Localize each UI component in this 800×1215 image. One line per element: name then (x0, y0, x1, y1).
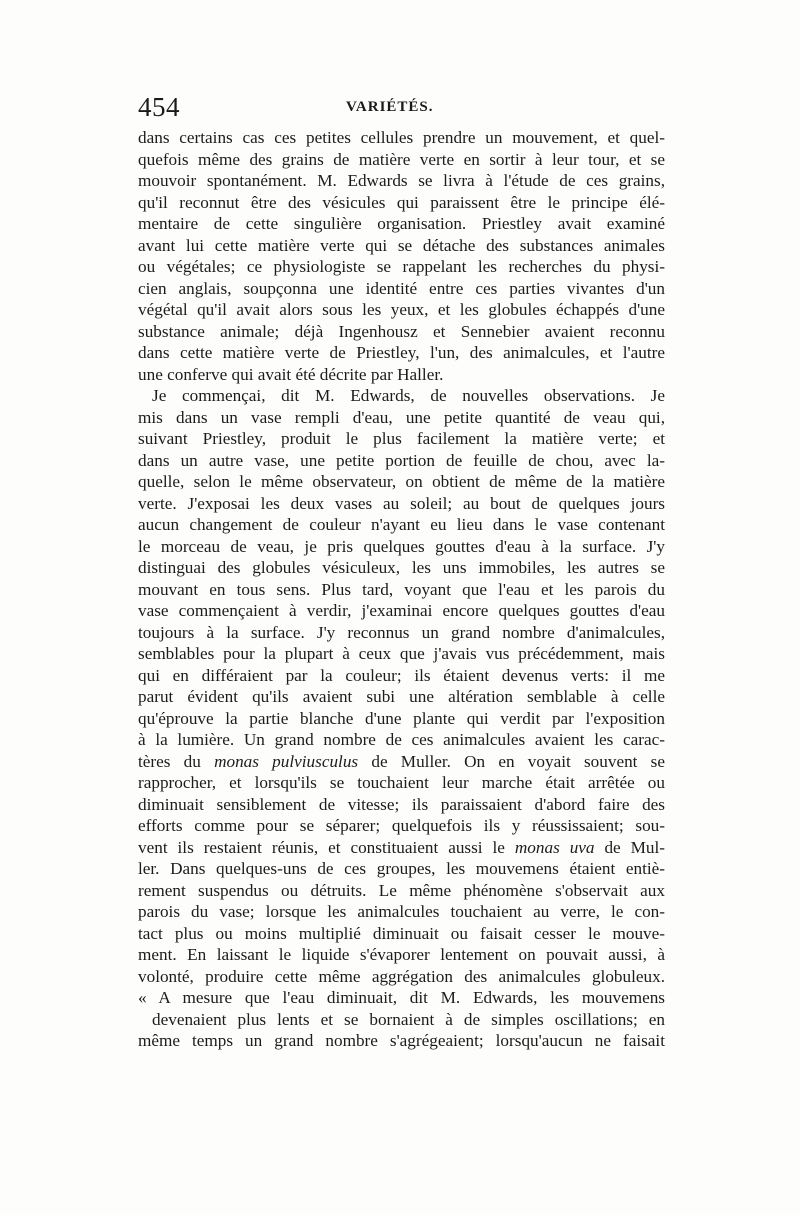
text-line: diminuait sensiblement de vitesse; ils paraissaient d'abord faire des (138, 794, 665, 814)
text-line: tères du monas pulviusculus de Muller. On en voyait souvent se (138, 751, 665, 771)
text-line: suivant Priestley, produit le plus facilement la matière verte; et (138, 429, 665, 448)
text-line: mouvoir spontanément. M. Edwards se livra à l'étude de ces grains, (138, 171, 665, 190)
text-line: substance animale; déjà Ingenhousz et Sennebier avaient reconnu (138, 321, 665, 341)
text-line: quelle, selon le même observateur, on obtient de même de la matière (138, 472, 665, 491)
text-line: une conferve qui avait été décrite par Haller. (138, 364, 444, 384)
text-line: mentaire de cette singulière organisation. Priestley avait examiné (138, 214, 665, 233)
text-line: ou végétales; ce physiologiste se rappelant les recherches du physi- (138, 257, 665, 276)
text-line: devenaient plus lents et se bornaient à de simples oscillations; en (152, 1009, 665, 1029)
text-line: mis dans un vase rempli d'eau, une petite quantité de veau qui, (138, 407, 665, 427)
text-line: efforts comme pour se séparer; quelquefois ils y réussissaient; sou- (138, 816, 665, 835)
text-line: qu'éprouve la partie blanche d'une plante qui verdit par l'exposition (138, 708, 665, 728)
text-line: distinguai des globules vésiculeux, les uns immobiles, les autres se (138, 558, 665, 577)
text-line: qu'il reconnut être des vésicules qui paraissent être le principe élé- (138, 192, 665, 212)
text-line: même temps un grand nombre s'agrégeaient; lorsqu'aucun ne faisait (138, 1031, 665, 1050)
italic-term: monas uva (514, 837, 595, 857)
text-line: avant lui cette matière verte qui se détache des substances animales (138, 235, 665, 255)
text-line: parois du vase; lorsque les animalcules touchaient au verre, le con- (138, 902, 665, 921)
text-line: tact plus ou moins multiplié diminuait ou faisait cesser le mouve- (138, 923, 665, 943)
text-line: toujours à la surface. J'y reconnus un grand nombre d'animalcules, (138, 622, 665, 642)
text-line: végétal qu'il avait alors sous les yeux, et les globules échappés d'une (138, 300, 665, 319)
text-line: parut évident qu'ils avaient subi une altération semblable à celle (138, 687, 665, 706)
page-number: 454 (138, 92, 180, 122)
italic-term: monas pulviusculus (214, 751, 359, 771)
page-header (138, 92, 663, 126)
text-line: rement suspendus ou détruits. Le même phénomène s'observait aux (138, 880, 665, 900)
text-line: verte. J'exposai les deux vases au soleil; au bout de quelques jours (138, 493, 665, 513)
text-line: qui en différaient par la couleur; ils étaient devenus verts: il me (138, 665, 665, 685)
text-line: dans certains cas ces petites cellules prendre un mouvement, et quel- (138, 128, 665, 147)
text-line: vase commençaient à verdir, j'examinai encore quelques gouttes d'eau (138, 601, 665, 620)
text-line: mouvant en tous sens. Plus tard, voyant que l'eau et les parois du (138, 579, 665, 599)
body-text (138, 127, 665, 1052)
text-line: vent ils restaient réunis, et constituaient aussi le monas uva de Mul- (138, 837, 665, 857)
text-line: ler. Dans quelques-uns de ces groupes, les mouvemens étaient entiè- (138, 859, 665, 878)
text-line: le morceau de veau, je pris quelques gouttes d'eau à la surface. J'y (138, 536, 665, 556)
text-line: dans un autre vase, une petite portion de feuille de chou, avec la- (138, 450, 665, 470)
text-line: rapprocher, et lorsqu'ils se touchaient leur marche était arrêtée ou (138, 773, 665, 792)
text-line: « A mesure que l'eau diminuait, dit M. Edwards, les mouvemens (138, 988, 665, 1007)
text-line: Je commençai, dit M. Edwards, de nouvelles observations. Je (152, 386, 665, 405)
text-line: dans cette matière verte de Priestley, l'un, des animalcules, et l'autre (138, 343, 665, 362)
text-line: ment. En laissant le liquide s'évaporer lentement on pouvait aussi, à (138, 945, 665, 964)
text-line: semblables pour la plupart à ceux que j'avais vus précédemment, mais (138, 644, 665, 663)
text-line: aucun changement de couleur n'ayant eu lieu dans le vase contenant (138, 515, 665, 534)
text-line: à la lumière. Un grand nombre de ces animalcules avaient les carac- (138, 730, 665, 749)
text-line: quefois même des grains de matière verte en sortir à leur tour, et se (138, 149, 665, 169)
text-line: cien anglais, soupçonna une identité entre ces parties vivantes d'un (138, 278, 665, 298)
running-head: VARIÉTÉS. (346, 99, 434, 115)
text-line: volonté, produire cette même aggrégation des animalcules globuleux. (138, 966, 665, 986)
